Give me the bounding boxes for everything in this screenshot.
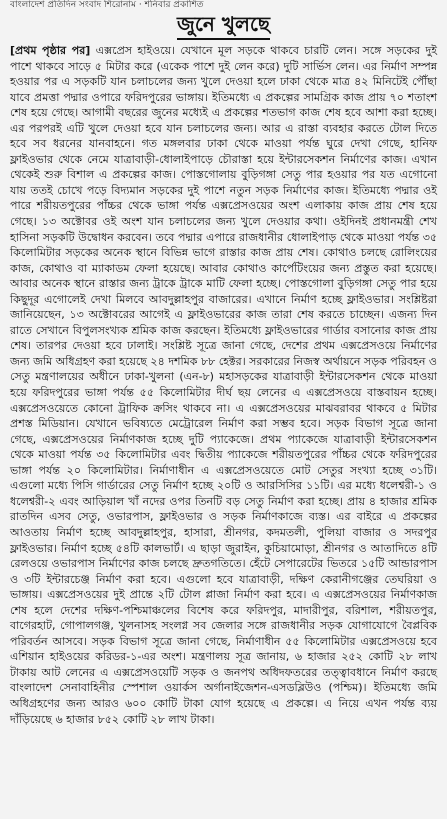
headline-block [10,12,437,43]
article-body [10,43,437,727]
headline: জুনে খুলছে [177,12,270,40]
body-text: এক্সপ্রেস হাইওয়ে। যেখানে মূল সড়কে থাকবে চারটি লেন। সঙ্গে সড়কের দুই পাশে থাকবে সাড়ে ৫ মিটার করে (একেক পাশে দুই লেন করে) দুটি সার্ভিস লেন। এর নির্মাণ সম্পন্ন হওয়ার পর এ সড়কটি যান চলাচলের জন্য খুলে দেওয়া হলে ঢাকা থেকে মাত্র ৪২ মিনিটেই পৌঁছা যাবে প্রমত্তা পদ্মার ওপারে ফরিদপুরের ভাঙ্গায়। ইতিমধ্যে এ প্রকল্পের সামগ্রিক কাজ প্রায় ৭০ শতাংশ শেষ হয়ে গেছে। আগামী বছরের জুনের মধ্যেই এ প্রকল্পের শতভাগ কাজ শেষ হবে আশা করা হচ্ছে। এর পরপরই এটি খুলে দেওয়া হবে যান চলাচলের জন্য। আর এ রাস্তা ব্যবহার করতে টোল দিতে হবে সব ধরনের যানবাহনে। গত মঙ্গলবার ঢাকা থেকে মাওয়া পর্যন্ত ঘুরে দেখা গেছে, হানিফ ফ্লাইওভার থেকে নেমে যাত্রাবাড়ী-ধোলাইপাড়ে চৌরাস্তা হয়ে ইন্টারসেকশন নির্মাণের কাজ। এখান থেকেই শুরু বিশাল এ প্রকল্পের কাজ। পোস্তগোলায় বুড়িগঙ্গা সেতু পার হওয়ার পর যত এগোনো যায় ততই চোখে পড়ে বিদ্যমান সড়কের দুই পাশে নতুন সড়ক নির্মাণের কাজ। ইতিমধ্যে পদ্মার ওই পারে শরীয়তপুরের পাঁচ্চর থেকে ভাঙ্গা পর্যন্ত এক্সপ্রেসওয়ের অংশ এলাকায় কাজ প্রায় শেষ হয়ে গেছে। ১৩ অক্টোবর ওই অংশ যান চলাচলের জন্য খুলে দেওয়ার কথা। ওইদিনই প্রধানমন্ত্রী শেখ হাসিনা সড়কটি উদ্বোধন করবেন। তবে পদ্মার এপারে রাজধানীর ধোলাইপাড় থেকে মাওয়া পর্যন্ত ৩৫ কিলোমিটার সড়কের অনেক স্থানে বিভিন্ন ভাগে রাস্তার কাজ প্রায় শেষ। কোথাও চলছে রোলিংয়ের কাজ, কোথাও বা ম্যাকাডম ফেলা হয়েছে। আবার কোথাও কার্পেটিংয়ের জন্য প্রস্তুত করা হয়েছে। আবার অনেক স্থানে রাস্তার জন্য ট্রাকে ট্রাকে মাটি ফেলা হচ্ছে। পোস্তগোলা বুড়িগঙ্গা সেতু পার হয়ে কিছুদূর এগোলেই দেখা মিলবে আবদুল্লাহপুর বাজারের। এখানে নির্মাণ হচ্ছে ফ্লাইওভার। সংশ্লিষ্টরা জানিয়েছেন, ১৩ অক্টোবরের আগেই এ ফ্লাইওভারের কাজ তারা শেষ করতে চাচ্ছেন। এজন্য দিন রাতে সেখানে বিপুলসংখ্যক শ্রমিক কাজ করছেন। ইতিমধ্যে ফ্লাইওভারের গার্ডার বসানোর কাজ প্রায় শেষ। তারপর দেওয়া হবে ঢালাই। সংশ্লিষ্ট সূত্রে জানা গেছে, দেশের প্রথম এক্সপ্রেসওয়ে নির্মাণের জন্য জমি অধিগ্রহণ করা হয়েছে ২৪ দশমিক ৮৮ হেক্টর। সরকারের নিজস্ব অর্থায়নে সড়ক পরিবহন ও সেতু মন্ত্রণালয়ের অধীনে ঢাকা-খুলনা (এন-৮) মহাসড়কের যাত্রাবাড়ী ইন্টারসেকশন থেকে মাওয়া হয়ে ফরিদপুরের ভাঙ্গা পর্যন্ত ৫৫ কিলোমিটার দীর্ঘ ছয় লেনের এ এক্সপ্রেসওয়ে বাস্তবায়ন হচ্ছে। এক্সপ্রেসওয়েতে কোনো ট্রাফিক ক্রসিং থাকবে না। এ এক্সপ্রেসওয়ের মাঝবরাবর থাকবে ৫ মিটার প্রশস্ত মিডিয়ান। যেখানে ভবিষ্যতে মেট্রোরেল নির্মাণ করা সম্ভব হবে। সড়ক বিভাগ সূত্রে জানা গেছে, এক্সপ্রেসওয়ের নির্মাণকাজ হচ্ছে দুটি প্যাকেজে। প্রথম প্যাকেজে যাত্রাবাড়ী ইন্টারসেকশন থেকে মাওয়া পর্যন্ত ৩৫ কিলোমিটার এবং দ্বিতীয় প্যাকেজে শরীয়তপুরের পাঁচ্চর থেকে ফরিদপুরের ভাঙ্গা পর্যন্ত ২০ কিলোমিটার। নির্মাণাধীন এ এক্সপ্রেসওয়েতে মোট সেতুর সংখ্যা হচ্ছে ৩১টি। এগুলো মধ্যে পিসি গার্ডারের সেতু নির্মাণ হচ্ছে ২০টি ও আরসিসির ১১টি। এর মধ্যে ধলেশ্বরী-১ ও ধলেশ্বরী-২ এবং আড়িয়াল খাঁ নদের ওপর তিনটি বড় সেতু নির্মাণ করা হচ্ছে। প্রায় ৪ হাজার শ্রমিক রাতদিন এসব সেতু, ওভারপাস, ফ্লাইওভার ও সড়ক নির্মাণকাজে ব্যস্ত। এর বাইরে এ প্রকল্পের আওতায় নির্মাণ হচ্ছে আবদুল্লাহপুর, হাসারা, শ্রীনগর, কদমতলী, পুলিয়া বাজার ও সদরপুর ফ্লাইওভার। নির্মাণ হচ্ছে ৫৪টি কালভার্ট। এ ছাড়া জুরাইন, কুচিয়ামোড়া, শ্রীনগর ও আতাদিতে ৪টি রেলওয়ে ওভারপাস নির্মাণের কাজ চলছে দ্রুতগতিতে। হেঁটে সেপারেটের ভিতরে ১৫টি আন্ডারপাস ও ৩টি ইন্টারচেঞ্জ নির্মাণ করা হবে। এগুলো হবে যাত্রাবাড়ী, দক্ষিণ কেরানীগঞ্জের তেঘরিয়া ও ভাঙ্গায়। এক্সপ্রেসওয়ের দুই প্রান্তে ২টি টোল প্লাজা নির্মাণ করা হবে। এ এক্সপ্রেসওয়ের নির্মাণকাজ শেষ হলে দেশের দক্ষিণ-পশ্চিমাঞ্চলের বিশেষ করে ফরিদপুর, মাদারীপুর, বরিশাল, শরীয়তপুর, বাগেরহাট, গোপালগঞ্জ, খুলনাসহ সংলগ্ন সব জেলার সঙ্গে রাজধানীর সড়ক যোগাযোগে বৈপ্লবিক পরিবর্তন আসবে। সড়ক বিভাগ সূত্রে জানা গেছে, নির্মাণাধীন ৫৫ কিলোমিটার এক্সপ্রেসওয়ে হবে এশিয়ান হাইওয়ের করিডর-১-এর অংশ। মন্ত্রণালয় সূত্র জানায়, ৬ হাজার ২৫২ কোটি ২৮ লাখ টাকায় আট লেনের এ এক্সপ্রেসওয়েটি সড়ক ও জনপথ অধিদফতরের তত্ত্বাবধানে নির্মাণ করছে বাংলাদেশ সেনাবাহিনীর স্পেশাল ওয়ার্কস অর্গানাইজেশন-এসডব্লিউও (পশ্চিম)। ইতিমধ্যে জমি অধিগ্রহণের জন্য আরও ৬০০ কোটি টাকা যোগ হয়েছে এ প্রকল্পে। এ নিয়ে এখন পর্যন্ত ব্যয় দাঁড়িয়েছে ৬ হাজার ৮৫২ কোটি ২৮ লাখ টাকা। [10,44,437,726]
top-line: বাংলাদেশ প্রতিদিন সংবাদ শিরোনাম · শনিবার প্রকাশিত [10,0,204,10]
continuation-label: [প্রথম পৃষ্ঠার পর] [10,44,91,57]
